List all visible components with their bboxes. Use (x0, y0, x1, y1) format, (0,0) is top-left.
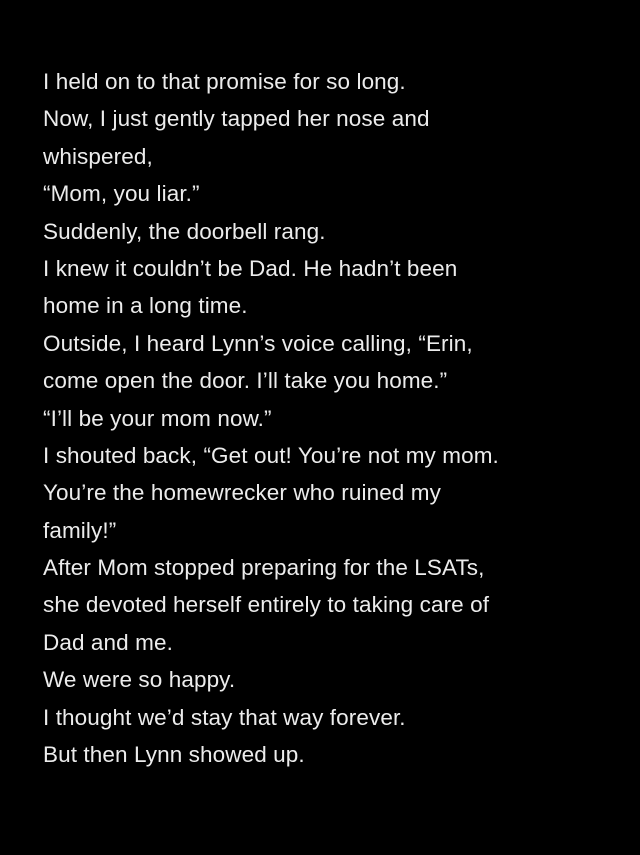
story-line-14: After Mom stopped preparing for the LSATs, (43, 555, 485, 581)
story-line-16: Dad and me. (43, 629, 173, 655)
story-line-10: “I’ll be your mom now.” (43, 405, 272, 431)
story-line-13: family!” (43, 517, 117, 543)
story-line-19: But then Lynn showed up. (43, 742, 305, 768)
story-line-6: I knew it couldn’t be Dad. He hadn’t been (43, 255, 458, 281)
story-text (43, 63, 613, 773)
story-line-3: whispered, (43, 143, 153, 169)
story-line-17: We were so happy. (43, 667, 236, 693)
story-line-1: I held on to that promise for so long. (43, 69, 406, 94)
story-line-15: she devoted herself entirely to taking care of (43, 592, 490, 618)
story-line-4: “Mom, you liar.” (43, 181, 200, 207)
story-line-11: I shouted back, “Get out! You’re not my mom. (43, 442, 499, 468)
story-line-12: You’re the homewrecker who ruined my (43, 480, 441, 506)
story-line-5: Suddenly, the doorbell rang. (43, 218, 326, 244)
story-line-9: come open the door. I’ll take you home.” (43, 368, 448, 394)
story-line-8: Outside, I heard Lynn’s voice calling, “Erin, (43, 330, 473, 356)
story-line-7: home in a long time. (43, 293, 248, 319)
story-line-2: Now, I just gently tapped her nose and (43, 106, 430, 132)
story-line-18: I thought we’d stay that way forever. (43, 704, 406, 730)
